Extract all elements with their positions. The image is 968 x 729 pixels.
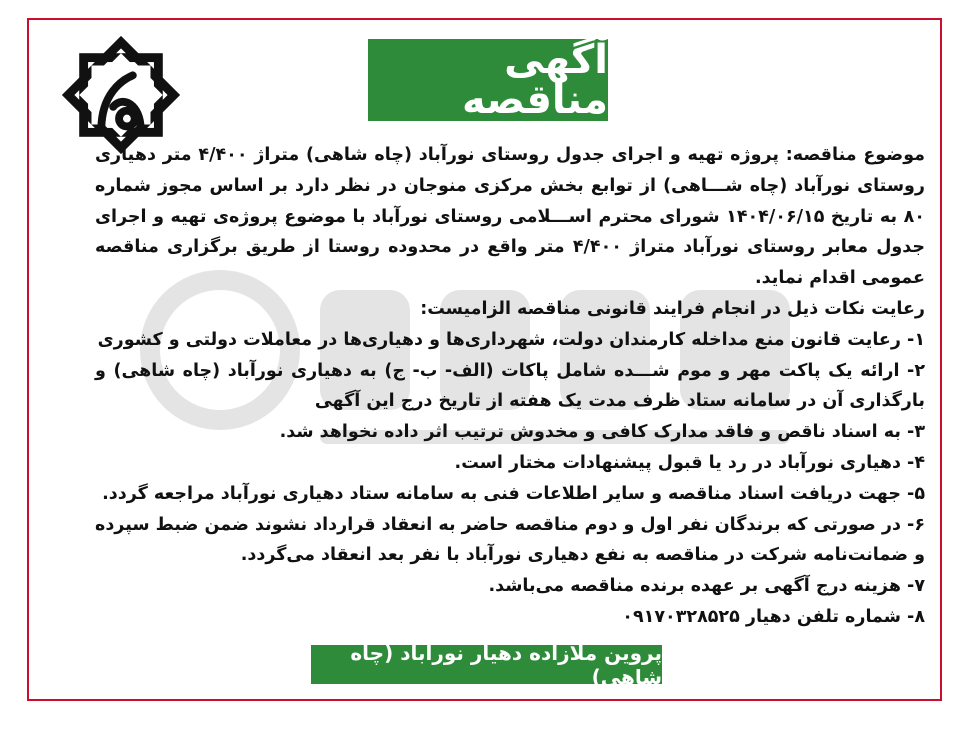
page-title: آگهی مناقصه <box>462 37 608 123</box>
signature-banner <box>311 640 662 689</box>
star-emblem-icon <box>62 36 180 154</box>
title-banner <box>368 39 608 121</box>
list-item: ۲- ارائه یک پاکت مهر و موم شـــده شامل پاکات (الف- ب- ج) به دهیاری نورآباد (چاه شاهی) و بارگذاری آن در سامانه ستاد ظرف مدت یک هفته از تاریخ درج این آگهی <box>95 360 925 412</box>
intro-line: رعایت نکات ذیل در انجام فرایند قانونی مناقصه الزامیست: <box>420 298 925 319</box>
list-item: ۷- هزینه درج آگهی بر عهده برنده مناقصه می‌باشد. <box>488 576 925 597</box>
list-item: ۸- شماره تلفن دهیار ۰۹۱۷۰۳۲۸۵۲۵ <box>622 606 925 627</box>
list-item: ۴- دهیاری نورآباد در رد یا قبول پیشنهادات مختار است. <box>454 452 925 473</box>
list-item: ۱- رعایت قانون منع مداخله کارمندان دولت، شهرداری‌ها و دهیاری‌ها در معاملات دولتی و کشوری <box>97 329 925 350</box>
list-item: ۳- به اسناد ناقص و فاقد مدارک کافی و مخدوش ترتیب اثر داده نخواهد شد. <box>279 422 925 443</box>
subject-paragraph: موضوع مناقصه: پروژه تهیه و اجرای جدول روستای نورآباد (چاه شاهی) متراژ ۴/۴۰۰ متر دهیاری روستای نورآباد (چاه شـــاهی) از توابع بخش مرکزی منوجان در نظر دارد بر اساس مجوز شماره ۸۰ به تاریخ ۱۴۰۴/۰۶/۱۵ شورای محترم اســـلامی روستای نورآباد با موضوع پروژه‌ی تهیه و اجرای جدول معابر روستای نورآباد متراژ ۴/۴۰۰ متر واقع در محدوده روستا از طریق برگزاری مناقصه عمومی اقدام نماید. <box>95 145 925 289</box>
notice-body <box>95 140 925 633</box>
list-item: ۶- در صورتی که برندگان نفر اول و دوم مناقصه حاضر به انعقاد قرارداد نشوند ضمن ضبط سپرده و ضمانت‌نامه شرکت در مناقصه به نفع دهیاری نورآباد با نفر بعد انعقاد می‌گردد. <box>95 514 925 566</box>
list-item: ۵- جهت دریافت اسناد مناقصه و سایر اطلاعات فنی به سامانه ستاد دهیاری نورآباد مراجعه گردد. <box>102 483 925 504</box>
signature-text: پروین ملازاده دهیار نورآباد (چاه شاهی) <box>350 640 662 689</box>
